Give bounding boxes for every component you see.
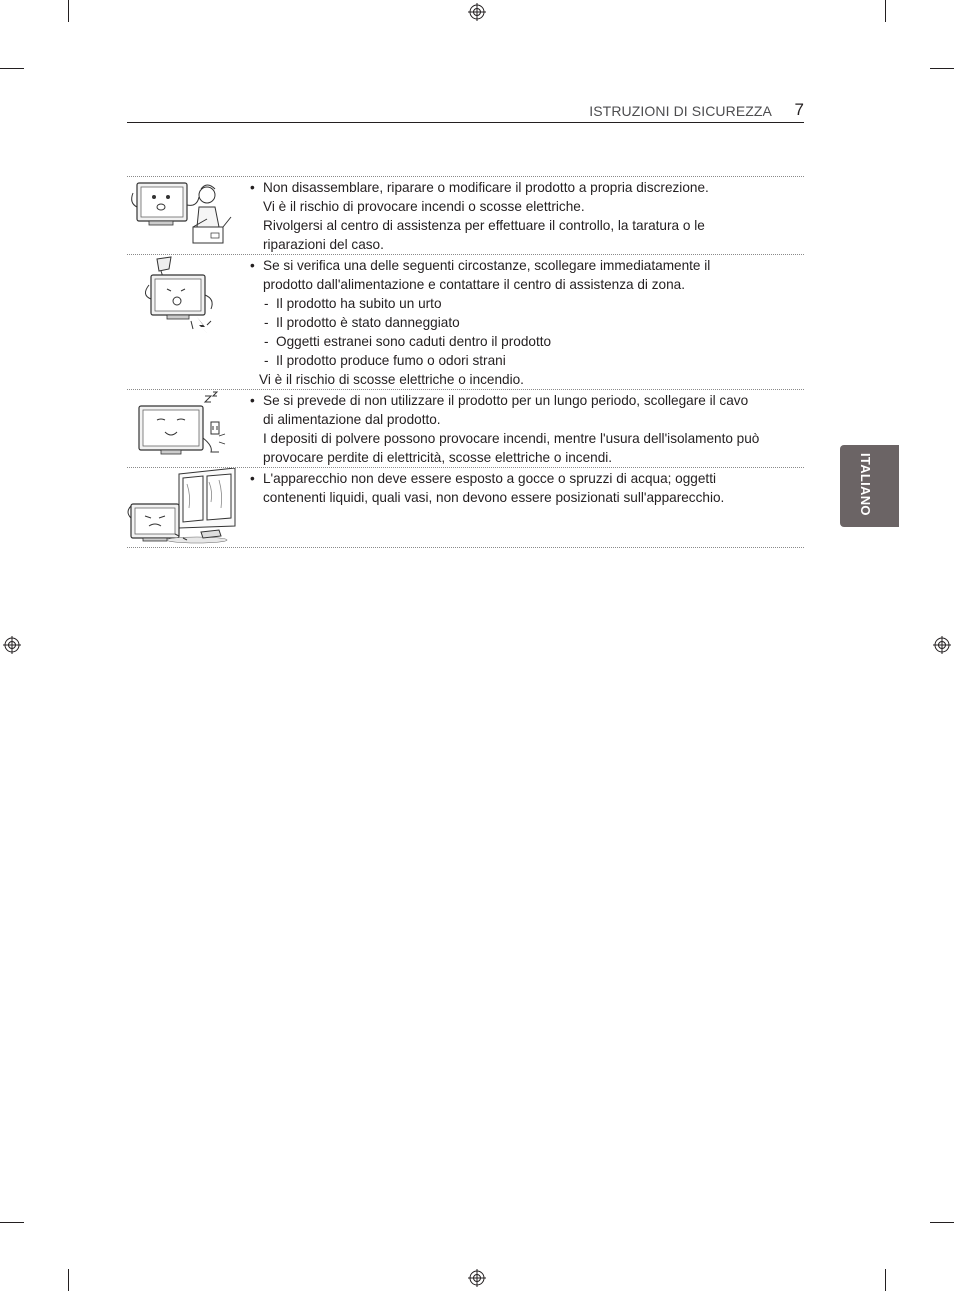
- tv-disassembly-icon: [127, 177, 239, 254]
- row-text-line: Se si verifica una delle seguenti circostanze, scollegare immediatamente il: [263, 258, 711, 273]
- sub-item: - Il prodotto ha subito un urto: [264, 296, 442, 311]
- row-text-line: di alimentazione dal prodotto.: [263, 412, 441, 427]
- bullet-mark: •: [250, 471, 255, 486]
- bullet-mark: •: [250, 393, 255, 408]
- safety-row: [127, 468, 804, 548]
- page-number: 7: [794, 100, 804, 119]
- tv-damaged-icon: [127, 255, 239, 389]
- sub-item: - Il prodotto produce fumo o odori strani: [264, 353, 506, 368]
- safety-row: [127, 255, 804, 390]
- row-text-line: provocare perdite di elettricità, scosse elettriche o incendi.: [263, 450, 613, 465]
- row-text-line: I depositi di polvere possono provocare incendi, mentre l'usura dell'isolamento può: [263, 431, 760, 446]
- crop-mark: [0, 68, 24, 69]
- crop-mark: [68, 0, 69, 22]
- sub-item: - Il prodotto è stato danneggiato: [264, 315, 460, 330]
- page-header: [127, 100, 804, 123]
- crop-mark: [885, 0, 886, 22]
- row-note: Vi è il rischio di scosse elettriche o incendio.: [259, 372, 524, 387]
- row-text-line: contenenti liquidi, quali vasi, non devono essere posizionati sull'apparecchio.: [263, 490, 725, 505]
- registration-mark-icon: [468, 1269, 486, 1287]
- safety-row: [127, 177, 804, 255]
- row-text-line: Vi è il rischio di provocare incendi o scosse elettriche.: [263, 199, 585, 214]
- language-tab: [840, 445, 899, 527]
- crop-mark: [68, 1269, 69, 1291]
- row-text-line: L'apparecchio non deve essere esposto a gocce o spruzzi di acqua; oggetti: [263, 471, 716, 486]
- tv-unplug-icon: [127, 390, 239, 467]
- bullet-mark: •: [250, 258, 255, 273]
- language-label: ITALIANO: [858, 453, 873, 516]
- section-title: ISTRUZIONI DI SICUREZZA: [589, 103, 772, 119]
- row-text-line: riparazioni del caso.: [263, 237, 384, 252]
- crop-mark: [0, 1222, 24, 1223]
- registration-mark-icon: [3, 636, 21, 654]
- safety-table: [127, 176, 804, 548]
- safety-row: [127, 390, 804, 468]
- tv-water-icon: [127, 468, 239, 547]
- registration-mark-icon: [468, 3, 486, 21]
- row-text-line: Rivolgersi al centro di assistenza per effettuare il controllo, la taratura o le: [263, 218, 705, 233]
- row-text-line: prodotto dall'alimentazione e contattare il centro di assistenza di zona.: [263, 277, 685, 292]
- crop-mark: [930, 1222, 954, 1223]
- row-text-line: Se si prevede di non utilizzare il prodotto per un lungo periodo, scollegare il cavo: [263, 393, 749, 408]
- registration-mark-icon: [933, 636, 951, 654]
- crop-mark: [885, 1269, 886, 1291]
- crop-mark: [930, 68, 954, 69]
- sub-item: - Oggetti estranei sono caduti dentro il prodotto: [264, 334, 552, 349]
- bullet-mark: •: [250, 180, 255, 195]
- row-text-line: Non disassemblare, riparare o modificare il prodotto a propria discrezione.: [263, 180, 709, 195]
